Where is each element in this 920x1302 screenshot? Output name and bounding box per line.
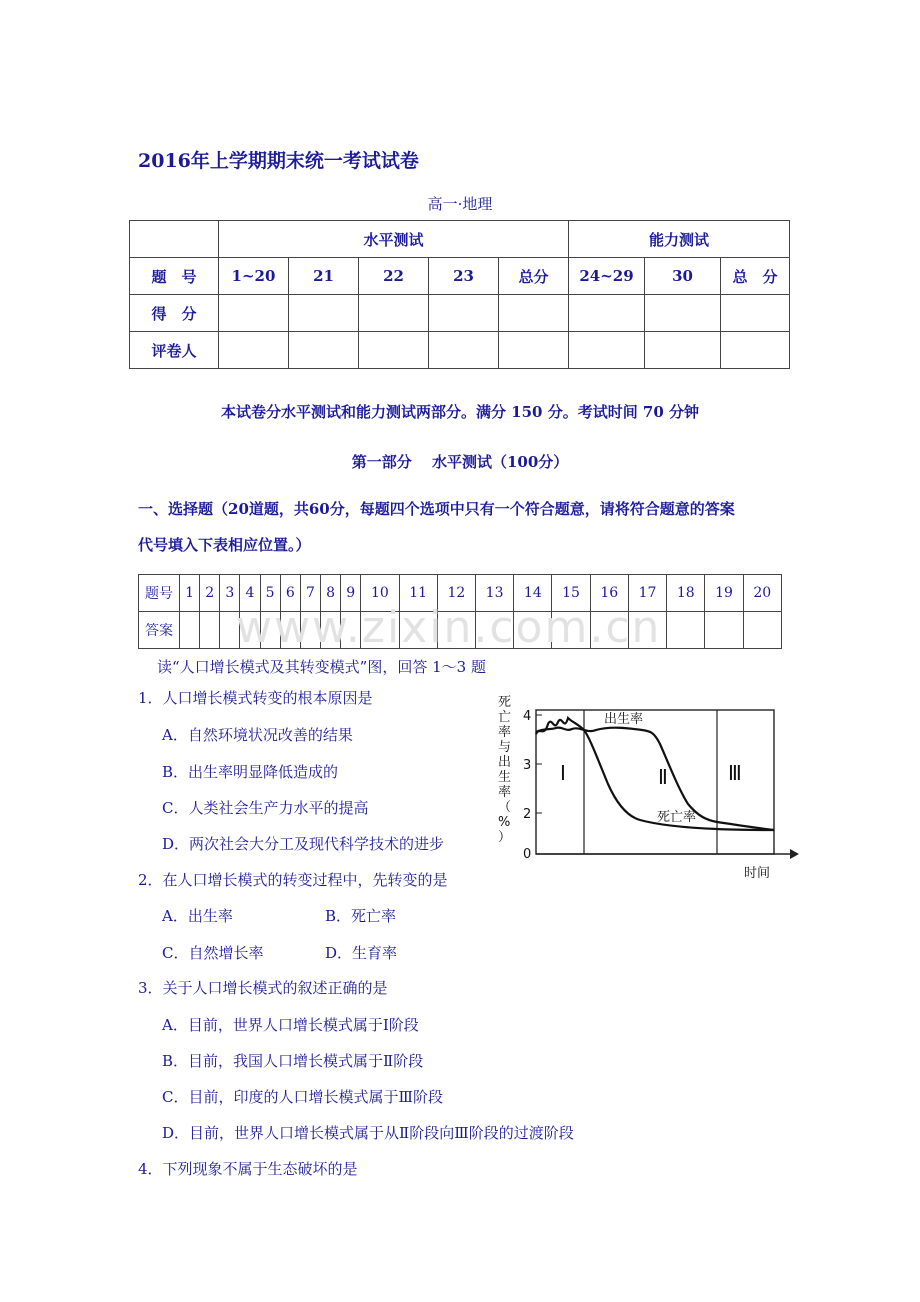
option-3b[interactable]: B．目前，我国人口增长模式属于Ⅱ阶段 [162, 1052, 424, 1070]
exam-intro: 本试卷分水平测试和能力测试两部分。满分 150 分。考试时间 70 分钟 [220, 403, 700, 421]
option-2a[interactable]: A．出生率 [162, 907, 233, 925]
option-3c[interactable]: C．目前，印度的人口增长模式属于Ⅲ阶段 [162, 1088, 443, 1106]
answer-number-cell: 8 [320, 575, 340, 612]
col-header: 23 [429, 258, 499, 295]
y-axis-label-char: （ [498, 800, 512, 815]
option-1d[interactable]: D．两次社会大分工及现代科学技术的进步 [162, 835, 445, 853]
answer-number-cell: 20 [743, 575, 781, 612]
watermark: www.zixin.com.cn [236, 602, 662, 653]
grader-cell[interactable] [289, 332, 359, 369]
page-title: 2016年上学期期末统一考试试卷 [138, 150, 419, 172]
option-1b[interactable]: B．出生率明显降低造成的 [162, 763, 339, 781]
y-axis-label-char: 与 [498, 740, 512, 755]
y-axis-label-char: 率 [498, 725, 512, 740]
death-rate-label: 死亡率 [657, 810, 697, 825]
answer-number-cell: 11 [399, 575, 437, 612]
answer-input-cell[interactable] [200, 612, 220, 649]
answer-number-cell: 17 [628, 575, 666, 612]
score-cell[interactable] [645, 295, 721, 332]
grader-cell[interactable] [429, 332, 499, 369]
group-level-header: 水平测试 [219, 221, 569, 258]
x-axis-arrow [790, 849, 799, 859]
score-cell[interactable] [499, 295, 569, 332]
y-axis-label [498, 695, 511, 845]
answer-number-cell: 12 [437, 575, 475, 612]
birth-rate-label: 出生率 [604, 712, 644, 727]
y-tick-label-0: 0 [523, 847, 532, 862]
section-heading-line2: 代号填入下表相应位置。） [138, 536, 311, 554]
answer-input-cell[interactable] [180, 612, 200, 649]
score-cell[interactable] [569, 295, 645, 332]
answer-number-cell: 6 [280, 575, 300, 612]
answer-input-cell[interactable] [705, 612, 743, 649]
answer-input-cell[interactable] [743, 612, 781, 649]
y-axis-label-char: 生 [498, 770, 512, 785]
col-header: 21 [289, 258, 359, 295]
y-tick-label-2: 2 [523, 807, 532, 822]
answer-number-cell: 5 [260, 575, 280, 612]
grader-cell[interactable] [499, 332, 569, 369]
stage-label-1: Ⅰ [560, 761, 566, 785]
col-header: 22 [359, 258, 429, 295]
grader-cell[interactable] [721, 332, 790, 369]
population-model-figure [492, 688, 802, 884]
stage-label-3: Ⅲ [728, 761, 742, 785]
col-header: 1~20 [219, 258, 289, 295]
col-header: 30 [645, 258, 721, 295]
answer-number-cell: 2 [200, 575, 220, 612]
section-heading-line1: 一、选择题（20道题，共60分，每题四个选项中只有一个符合题意，请将符合题意的答案 [138, 500, 735, 518]
answer-number-cell: 3 [220, 575, 240, 612]
grader-cell[interactable] [219, 332, 289, 369]
option-2d[interactable]: D．生育率 [325, 944, 398, 962]
y-axis-label-char: 出 [498, 755, 512, 770]
option-1a[interactable]: A．自然环境状况改善的结果 [162, 726, 353, 744]
grader-cell[interactable] [569, 332, 645, 369]
answer-number-cell: 15 [552, 575, 590, 612]
y-axis-label-char: 死 [498, 695, 512, 710]
answer-number-cell: 14 [514, 575, 552, 612]
answer-input-cell[interactable] [667, 612, 705, 649]
answer-number-cell: 19 [705, 575, 743, 612]
row-label-score: 得 分 [130, 295, 219, 332]
grader-cell[interactable] [645, 332, 721, 369]
group-ability-header: 能力测试 [569, 221, 790, 258]
col-header: 24~29 [569, 258, 645, 295]
option-2c[interactable]: C．自然增长率 [162, 944, 264, 962]
score-table-corner [130, 221, 219, 258]
score-table [129, 220, 790, 369]
score-cell[interactable] [289, 295, 359, 332]
question-3-stem: 3．关于人口增长模式的叙述正确的是 [138, 979, 388, 997]
question-2-stem: 2．在人口增长模式的转变过程中，先转变的是 [138, 871, 448, 889]
y-axis-label-char: % [498, 815, 511, 830]
y-axis-label-char: 率 [498, 785, 512, 800]
answer-number-cell: 10 [361, 575, 399, 612]
question-1-stem: 1．人口增长模式转变的根本原因是 [138, 689, 373, 707]
answer-number-cell: 4 [240, 575, 260, 612]
row-label-grader: 评卷人 [130, 332, 219, 369]
question-4-stem: 4．下列现象不属于生态破坏的是 [138, 1160, 358, 1178]
subject-subtitle: 高一·地理 [427, 195, 493, 213]
option-3d[interactable]: D．目前，世界人口增长模式属于从Ⅱ阶段向Ⅲ阶段的过渡阶段 [162, 1124, 574, 1142]
stage-label-2: Ⅱ [658, 765, 668, 789]
y-axis-label-char: ） [498, 830, 512, 845]
reading-prompt: 读“人口增长模式及其转变模式”图，回答 1～3 题 [157, 658, 486, 676]
score-cell[interactable] [359, 295, 429, 332]
answer-row-label: 题号 [139, 575, 180, 612]
option-1c[interactable]: C．人类社会生产力水平的提高 [162, 799, 369, 817]
answer-number-cell: 7 [300, 575, 320, 612]
x-axis-label: 时间 [744, 866, 771, 881]
score-cell[interactable] [721, 295, 790, 332]
row-label-question: 题 号 [130, 258, 219, 295]
answer-number-cell: 13 [475, 575, 513, 612]
answer-row-label: 答案 [139, 612, 180, 649]
answer-number-cell: 16 [590, 575, 628, 612]
answer-number-cell: 1 [180, 575, 200, 612]
y-tick-label-3: 3 [523, 758, 532, 773]
option-2b[interactable]: B．死亡率 [325, 907, 397, 925]
score-cell[interactable] [219, 295, 289, 332]
grader-cell[interactable] [359, 332, 429, 369]
col-header: 总分 [499, 258, 569, 295]
y-axis-label-char: 亡 [498, 710, 512, 725]
option-3a[interactable]: A．目前，世界人口增长模式属于Ⅰ阶段 [162, 1016, 419, 1034]
part-title: 第一部分 水平测试（100分） [351, 453, 569, 471]
y-tick-label-4: 4 [523, 709, 532, 724]
answer-number-cell: 18 [667, 575, 705, 612]
score-cell[interactable] [429, 295, 499, 332]
answer-number-cell: 9 [341, 575, 361, 612]
col-header: 总 分 [721, 258, 790, 295]
